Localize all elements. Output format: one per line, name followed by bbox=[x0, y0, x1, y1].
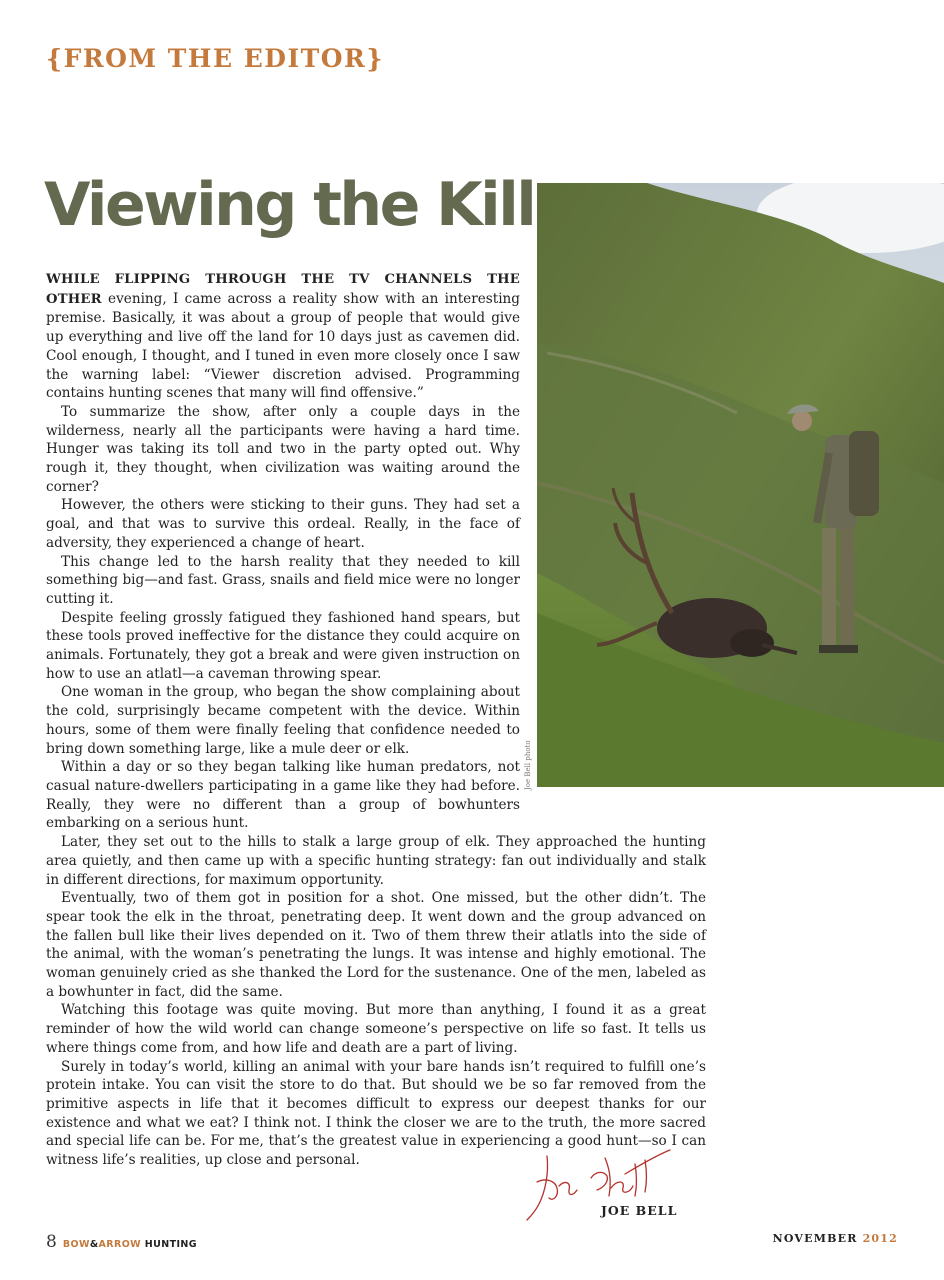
paragraph-4: This change led to the harsh reality that they needed to kill something big—and fast. Grass, snails and field mice were no longer cutting it. bbox=[46, 553, 520, 607]
paragraph-1-text: evening, I came across a reality show with an interesting premise. Basically, it was about a group of people that would give up everything and live off the land for 10 days just as cavemen did. Cool enough, I thought, and I tuned in even more closely once I saw the warning label: “Viewer discretion advised. Programming contains hunting scenes that many will find offensive.” bbox=[46, 290, 520, 402]
issue-month: NOVEMBER bbox=[772, 1232, 858, 1245]
author-name: JOE BELL bbox=[601, 1203, 678, 1218]
article-title: Viewing the Kill bbox=[44, 170, 535, 240]
issue-date bbox=[773, 1232, 898, 1245]
paragraph-11: Surely in today’s world, killing an animal with your bare hands isn’t required to fulfill one’s protein intake. You can visit the store to do that. But should we be so far removed from the primitive aspects in life that it becomes difficult to express our deepest thanks for our existence and what we eat? I think not. I think the closer we are to the truth, the more sacred and special life can be. For me, that’s the greatest value in experiencing a good hunt—so I can witness life’s realities, up close and personal. bbox=[46, 1058, 706, 1169]
paragraph-1 bbox=[46, 270, 520, 403]
paragraph-8: Later, they set out to the hills to stalk a large group of elk. They approached the hunting area quietly, and then came up with a specific hunting strategy: fan out individually and stalk in different directions, for maximum opportunity. bbox=[46, 834, 706, 888]
issue-year: 2012 bbox=[862, 1232, 898, 1245]
paragraph-5: Despite feeling grossly fatigued they fashioned hand spears, but these tools proved ineffective for the distance they could acquire on animals. Fortunately, they got a break and were given instruction on how to use an atlatl—a caveman throwing spear. bbox=[46, 609, 520, 682]
page-number: 8 bbox=[46, 1232, 57, 1252]
footer-publication bbox=[46, 1232, 197, 1252]
section-label: {FROM THE EDITOR} bbox=[46, 44, 384, 73]
lead-in: WHILE FLIPPING THROUGH THE TV CHANNELS THE OTHER bbox=[46, 272, 520, 307]
publication-name: BOW&ARROW HUNTING bbox=[62, 1239, 197, 1250]
paragraph-10: Watching this footage was quite moving. But more than anything, I found it as a great reminder of how the wild world can change someone’s perspective on life so fast. It tells us where things come from, and how life and death are a part of living. bbox=[46, 1002, 706, 1056]
paragraph-2: To summarize the show, after only a couple days in the wilderness, nearly all the participants were having a hard time. Hunger was taking its toll and two in the party opted out. Why rough it, they thought, when civilization was waiting around the corner? bbox=[46, 403, 520, 495]
paragraph-7: Within a day or so they began talking like human predators, not casual nature-dwellers participating in a game like they had before. Really, they were no different than a group of bowhunters embarking on a serious hunt. bbox=[46, 759, 520, 832]
paragraph-3: However, the others were sticking to their guns. They had set a goal, and that was to survive this ordeal. Really, in the face of adversity, they experienced a change of heart. bbox=[46, 497, 520, 551]
paragraph-6: One woman in the group, who began the show complaining about the cold, surprisingly became competent with the device. Within hours, some of them were finally feeling that confidence needed to bring down something large, like a mule deer or elk. bbox=[46, 684, 520, 757]
article-body bbox=[46, 270, 706, 1170]
paragraph-9: Eventually, two of them got in position for a shot. One missed, but the other didn’t. The spear took the elk in the throat, penetrating deep. It went down and the group advanced on the fallen bull like their lives depended on it. Two of them threw their atlatls into the side of the animal, with the woman’s penetrating the lungs. It was intense and highly emotional. The woman genuinely cried as she thanked the Lord for the sustenance. One of the men, labeled as a bowhunter in fact, did the same. bbox=[46, 890, 706, 1000]
photo-credit: Joe Bell photo bbox=[524, 740, 532, 790]
